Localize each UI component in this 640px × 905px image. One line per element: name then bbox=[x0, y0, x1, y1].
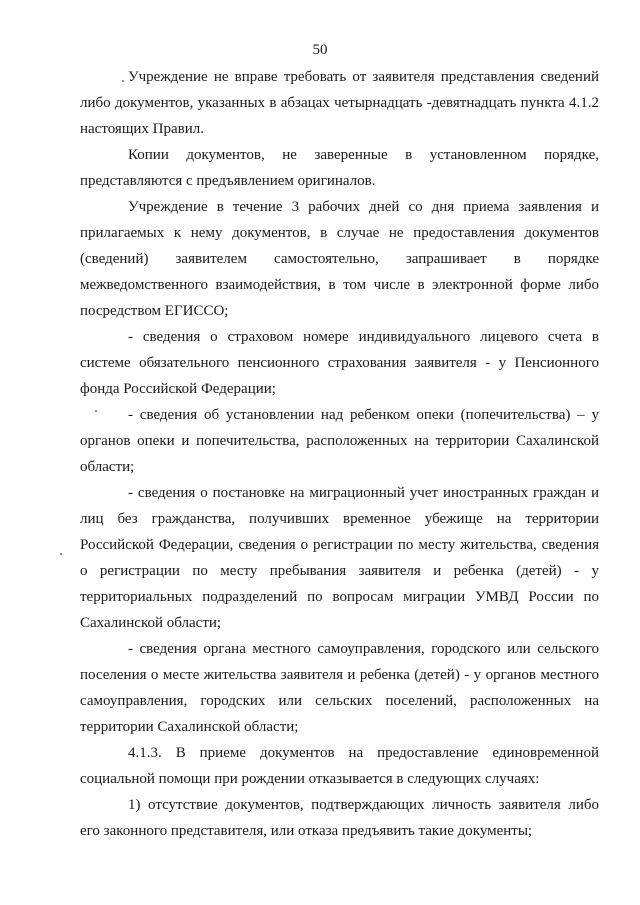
document-body bbox=[80, 64, 599, 844]
list-item-local-government: - сведения органа местного самоуправления, городского или сельского поселения о месте жительства заявителя и ребенка (детей) - у органов местного самоуправления, городских или сельских поселений, расположенных на территории Сахалинской области; bbox=[80, 641, 599, 735]
scan-speck bbox=[122, 80, 124, 82]
scan-speck bbox=[60, 553, 62, 555]
paragraph-section-4-1-3: 4.1.3. В приеме документов на предоставление единовременной социальной помощи при рождении отказывается в следующих случаях: bbox=[80, 745, 599, 787]
paragraph-copies: Копии документов, не заверенные в установленном порядке, представляются с предъявлением оригиналов. bbox=[80, 147, 599, 189]
list-item-guardianship: - сведения об установлении над ребенком опеки (попечительства) – у органов опеки и попечительства, расположенных на территории Сахалинской области; bbox=[80, 407, 599, 475]
paragraph-interagency-request: Учреждение в течение 3 рабочих дней со дня приема заявления и прилагаемых к нему документов, в случае не предоставления документов (сведений) заявителем самостоятельно, запрашивает в порядке межведомственного взаимодействия, в том числе в электронной форме либо посредством ЕГИССО; bbox=[80, 199, 599, 319]
paragraph-restriction: Учреждение не вправе требовать от заявителя представления сведений либо документов, указанных в абзацах четырнадцать -девятнадцать пункта 4.1.2 настоящих Правил. bbox=[80, 69, 599, 137]
page-number: 50 bbox=[312, 42, 328, 58]
list-item-no-identity-documents: 1) отсутствие документов, подтверждающих личность заявителя либо его законного представителя, или отказа предъявить такие документы; bbox=[80, 797, 599, 839]
list-item-migration: - сведения о постановке на миграционный учет иностранных граждан и лиц без гражданства, получивших временное убежище на территории Российской Федерации, сведения о регистрации по месту жительства, сведения о регистрации по месту пребывания заявителя и ребенка (детей) - у территориальных подразделений по вопросам миграции УМВД России по Сахалинской области; bbox=[80, 485, 599, 631]
scan-speck bbox=[95, 410, 97, 412]
list-item-pension-fund: - сведения о страховом номере индивидуального лицевого счета в системе обязательного пенсионного страхования заявителя - у Пенсионного фонда Российской Федерации; bbox=[80, 329, 599, 397]
